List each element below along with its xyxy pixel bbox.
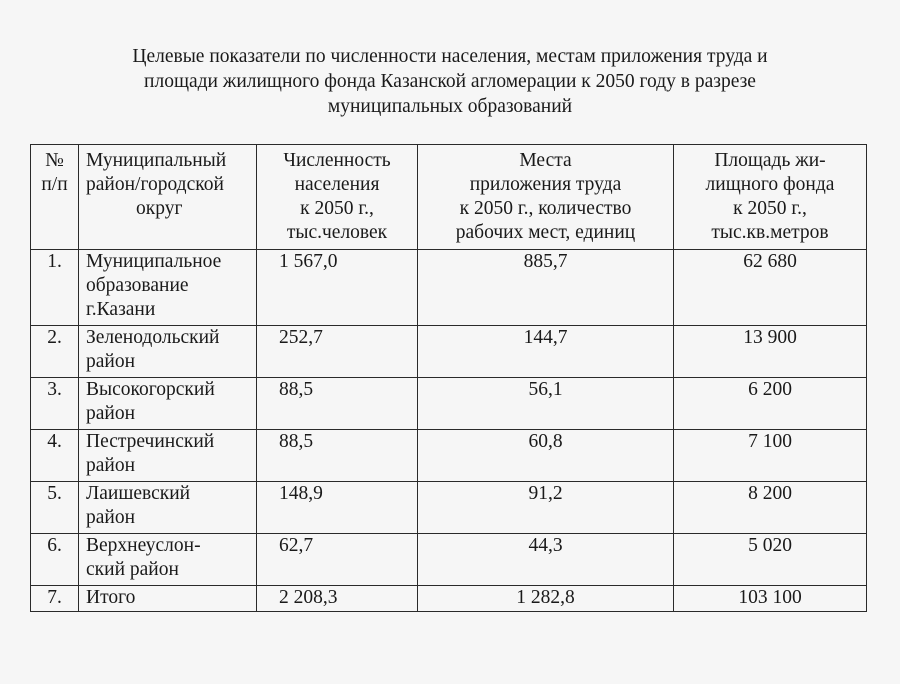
row-housing: 62 680 [674,250,867,326]
row-num: 4. [31,430,79,482]
row-municipality: Итого [79,586,257,612]
row-population: 148,9 [257,482,418,534]
title-line: площади жилищного фонда Казанской агломерации к 2050 году в разрезе [144,71,756,92]
row-municipality: Пестречинский район [79,430,257,482]
row-jobs: 56,1 [418,378,674,430]
row-housing: 103 100 [674,586,867,612]
table-header-row [31,145,867,250]
row-num: 1. [31,250,79,326]
row-municipality: Зеленодольский район [79,326,257,378]
row-population: 88,5 [257,430,418,482]
row-num: 2. [31,326,79,378]
table-row [31,430,867,482]
header-jobs: Места приложения труда к 2050 г., количество рабочих мест, единиц [418,145,674,250]
row-jobs: 60,8 [418,430,674,482]
row-population: 88,5 [257,378,418,430]
header-population: Численность населения к 2050 г., тыс.человек [257,145,418,250]
row-population: 62,7 [257,534,418,586]
title-line: Целевые показатели по численности населения, местам приложения труда и [132,46,768,67]
row-municipality: Муниципальное образование г.Казани [79,250,257,326]
table-row [31,534,867,586]
row-jobs: 144,7 [418,326,674,378]
table-row-total [31,586,867,612]
row-municipality: Лаишевский район [79,482,257,534]
row-num: 5. [31,482,79,534]
row-housing: 13 900 [674,326,867,378]
table-row [31,250,867,326]
row-num: 6. [31,534,79,586]
header-num: № п/п [31,145,79,250]
row-jobs: 91,2 [418,482,674,534]
targets-table [30,144,867,612]
header-housing: Площадь жи- лищного фонда к 2050 г., тыс.кв.метров [674,145,867,250]
table-row [31,482,867,534]
row-municipality: Верхнеуслон- ский район [79,534,257,586]
title-line: муниципальных образований [327,96,573,117]
row-housing: 5 020 [674,534,867,586]
row-jobs: 44,3 [418,534,674,586]
row-jobs: 1 282,8 [418,586,674,612]
table-row [31,326,867,378]
row-housing: 6 200 [674,378,867,430]
row-num: 7. [31,586,79,612]
document-title [40,44,860,119]
row-population: 1 567,0 [257,250,418,326]
table-row [31,378,867,430]
row-population: 2 208,3 [257,586,418,612]
row-municipality: Высокогорский район [79,378,257,430]
row-num: 3. [31,378,79,430]
row-jobs: 885,7 [418,250,674,326]
row-housing: 7 100 [674,430,867,482]
row-housing: 8 200 [674,482,867,534]
header-municipality: Муниципальный район/городской округ [79,145,257,250]
row-population: 252,7 [257,326,418,378]
